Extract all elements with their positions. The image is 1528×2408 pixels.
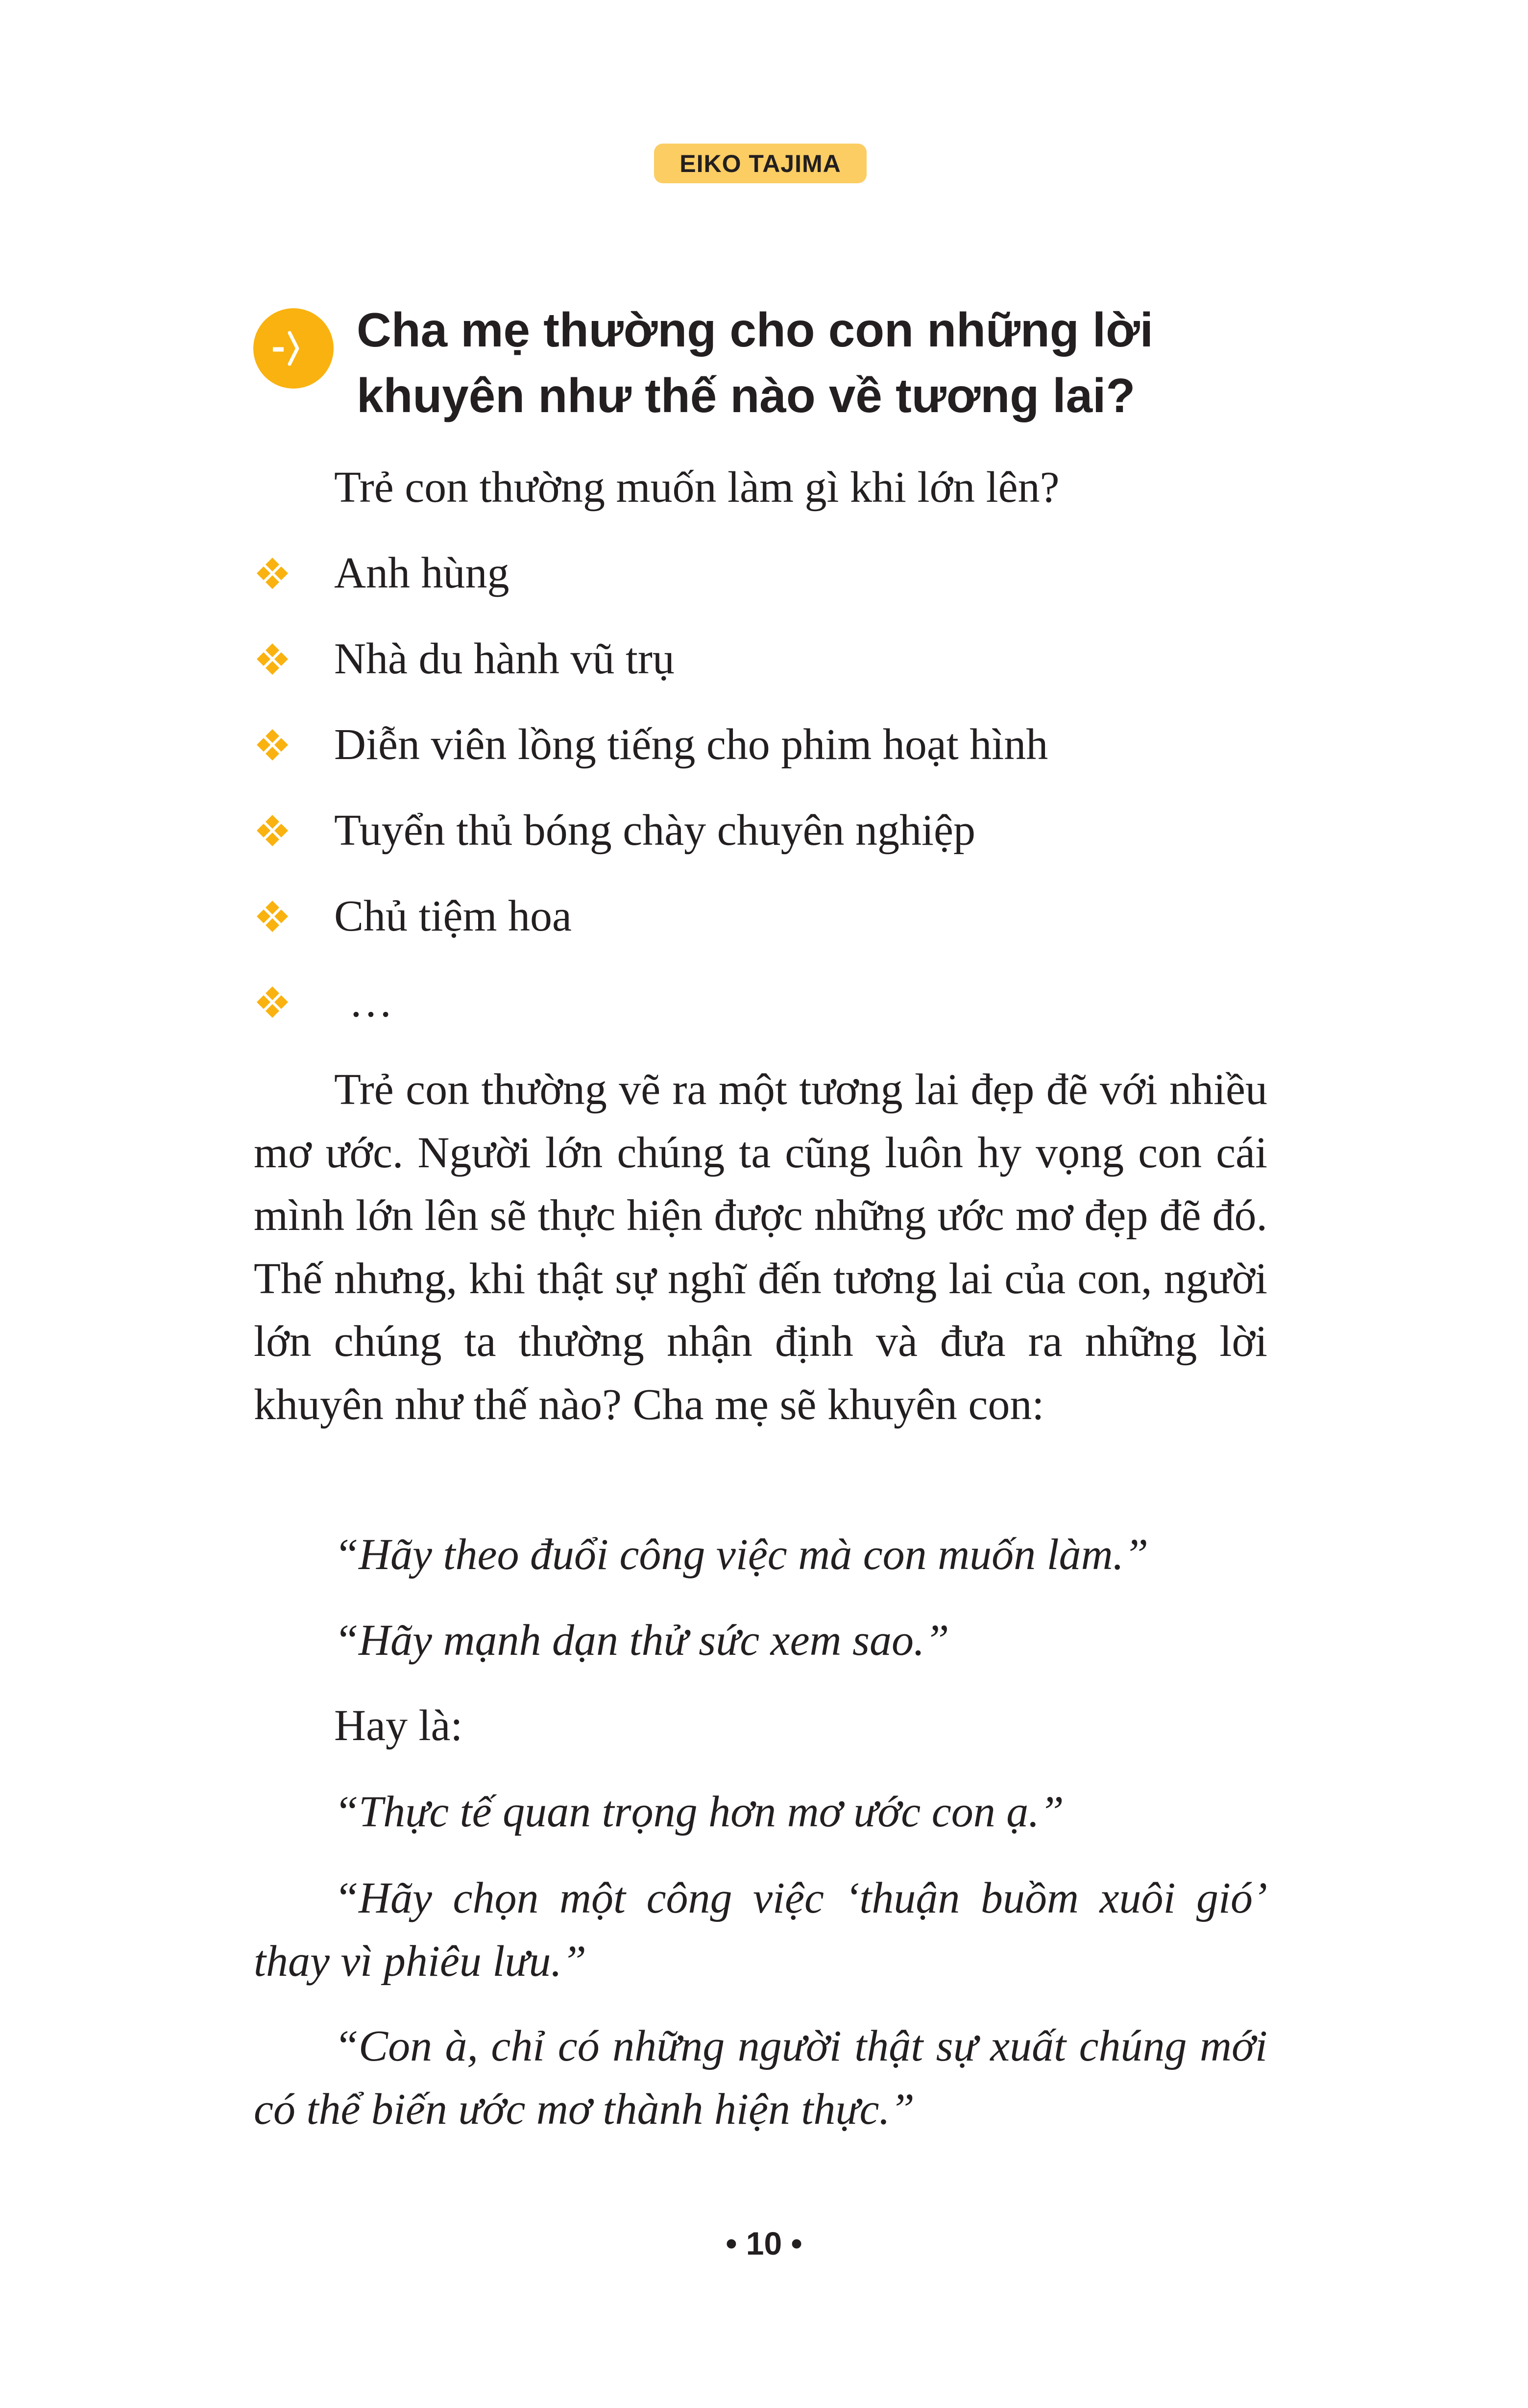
quote: “Con à, chỉ có những người thật sự xuất chúng mới có thể biến ước mơ thành hiện thực.” (254, 2022, 1267, 2134)
bullet-item: Anh hùng (334, 549, 509, 597)
bullet-diamond-icon (254, 898, 291, 935)
transition-text: Hay là: (334, 1701, 463, 1750)
intro-question: Trẻ con thường muốn làm gì khi lớn lên? (334, 463, 1060, 512)
bullet-diamond-icon (254, 812, 291, 849)
section-title-line: khuyên như thế nào về tương lai? (357, 369, 1136, 422)
quote: “Hãy mạnh dạn thử sức xem sao.” (334, 1616, 949, 1665)
quote: “Hãy theo đuổi công việc mà con muốn làm.” (334, 1530, 1149, 1579)
section-title (357, 297, 1287, 428)
bullet-item: Tuyển thủ bóng chày chuyên nghiệp (334, 806, 975, 855)
bullet-diamond-icon (254, 983, 291, 1021)
page-number: • 10 • (726, 2225, 802, 2261)
quote: “Thực tế quan trọng hơn mơ ước con ạ.” (334, 1788, 1064, 1836)
bullet-diamond-icon (254, 726, 291, 763)
bullet-diamond-icon (254, 640, 291, 678)
arrow-right-icon (253, 308, 334, 389)
bullet-diamond-icon (254, 555, 291, 592)
bullet-item: Chủ tiệm hoa (334, 892, 572, 940)
section-title-line: Cha mẹ thường cho con những lời (357, 303, 1153, 357)
bullet-item: Diễn viên lồng tiếng cho phim hoạt hình (334, 720, 1048, 769)
author-badge: EIKO TAJIMA (654, 144, 867, 183)
quote: “Hãy chọn một công việc ‘thuận buồm xuôi gió’ thay vì phiêu lưu.” (254, 1874, 1267, 1986)
bullet-item: … (349, 978, 393, 1026)
bullet-item: Nhà du hành vũ trụ (334, 635, 675, 683)
body-paragraph: Trẻ con thường vẽ ra một tương lai đẹp đẽ với nhiều mơ ước. Người lớn chúng ta cũng luôn hy vọng con cái mình lớn lên sẽ thực hiện được những ước mơ đẹp đẽ đó. Thế nhưng, khi thật sự nghĩ đến tương lai của con, người lớn chúng ta thường nhận định và đưa ra những lời khuyên như thế nào? Cha mẹ sẽ khuyên con: (254, 1065, 1267, 1429)
